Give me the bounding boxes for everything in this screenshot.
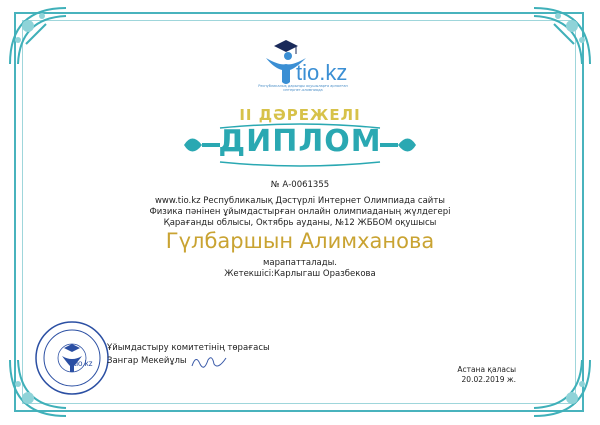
degree-label: II ДӘРЕЖЕЛІ <box>239 106 361 124</box>
issue-place-date <box>457 365 516 385</box>
awarded-text: марапатталады. <box>262 258 338 268</box>
tio-logo <box>256 36 356 108</box>
organizer-role: Ұйымдастыру комитетінің төрағасы <box>107 343 270 353</box>
issue-city: Астана қаласы <box>457 365 516 374</box>
recipient-name: Гүлбаршын Алимханова <box>165 229 435 253</box>
graduation-cap-icon <box>274 40 298 52</box>
teacher-line: Жетекшісі:Карлыгаш Оразбекова <box>224 269 376 279</box>
diploma-title: ДИПЛОМ <box>218 124 382 159</box>
logo-tagline: Республикалық дарынды оқушыларға арналған интернет-олимпиада <box>258 84 348 92</box>
certificate-line-1: www.tio.kz Республикалық Дәстүрлі Интернет Олимпиада сайты <box>154 196 445 206</box>
svg-text:tio.kz: tio.kz <box>74 359 93 368</box>
certificate-line-2: Физика пәнінен ұйымдастырған онлайн олимпиаданың жүлдегері <box>149 207 451 217</box>
logo-brand-text: tio.kz <box>296 60 348 85</box>
certificate-number: № А-0061355 <box>270 180 330 190</box>
handwritten-signature <box>190 352 230 370</box>
corner-ornament-top-left <box>6 4 106 104</box>
corner-ornament-top-right <box>494 4 594 104</box>
official-stamp <box>32 318 112 398</box>
issue-date: 20.02.2019 ж. <box>461 375 516 384</box>
organizer-name: Зангар Мекейұлы <box>107 356 187 366</box>
certificate-line-3: Қарағанды облысы, Октябрь ауданы, №12 ЖББОМ оқушысы <box>163 218 437 228</box>
